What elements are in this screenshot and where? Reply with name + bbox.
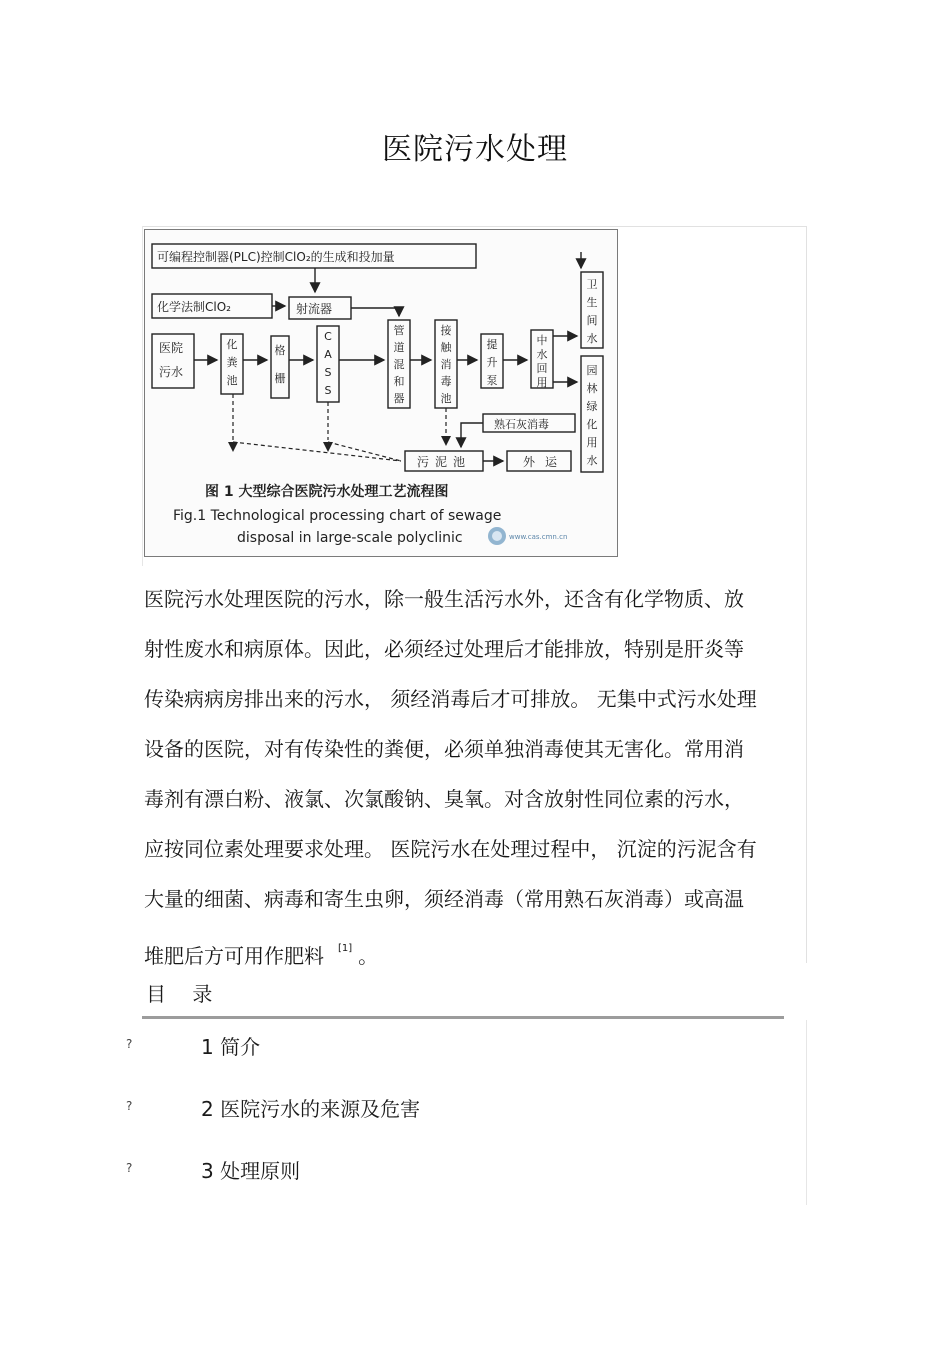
septic-char: 化 xyxy=(226,338,238,351)
end-mark: 。 xyxy=(358,944,379,968)
lift-char: 升 xyxy=(486,356,498,369)
green-char: 林 xyxy=(586,382,598,395)
source-text-1: 医院 xyxy=(159,341,184,355)
toilet-char: 生 xyxy=(586,296,598,309)
green-char: 化 xyxy=(586,418,598,431)
contact-char: 触 xyxy=(440,341,452,354)
toc-item-sources[interactable] xyxy=(126,1093,626,1123)
contact-char: 消 xyxy=(440,358,452,371)
body-line: 射性废水和病原体。因此，必须经过处理后才能排放，特别是肝炎等 xyxy=(144,637,744,661)
chem-text: 化学法制ClO₂ xyxy=(157,300,231,314)
toilet-char: 卫 xyxy=(586,278,598,291)
reuse-char: 回 xyxy=(536,362,548,375)
watermark-logo xyxy=(488,527,567,545)
green-char: 绿 xyxy=(586,400,598,413)
toc-bullet: ? xyxy=(126,1099,133,1113)
pipe-char: 管 xyxy=(393,324,405,337)
flow-diagram xyxy=(145,230,617,556)
toc-bullet: ? xyxy=(126,1037,133,1051)
pipe-char: 器 xyxy=(393,392,405,405)
toc-item-label[interactable]: 2 医院污水的来源及危害 xyxy=(201,1097,421,1121)
toc-bullet: ? xyxy=(126,1161,133,1175)
source-text-2: 污水 xyxy=(159,365,184,379)
contact-char: 接 xyxy=(440,324,452,337)
toc-heading: 目 录 xyxy=(146,982,223,1006)
grate-char: 栅 xyxy=(274,372,286,385)
septic-char: 池 xyxy=(226,374,238,387)
septic-char: 粪 xyxy=(226,356,238,369)
green-char: 用 xyxy=(586,436,598,449)
watermark-text: www.cas.cmn.cn xyxy=(509,533,568,541)
toilet-char: 水 xyxy=(586,332,598,345)
caption-en-2: disposal in large-scale polyclinic xyxy=(237,530,463,546)
green-char: 园 xyxy=(586,364,598,377)
body-line: 传染病病房排出来的污水， 须经消毒后才可排放。 无集中式污水处理 xyxy=(144,687,757,711)
body-line: 堆肥后方可用作肥料 xyxy=(144,944,324,968)
contact-char: 毒 xyxy=(440,375,452,388)
citation-link[interactable]: [1] xyxy=(338,943,353,954)
toc-item-principles[interactable] xyxy=(126,1155,626,1185)
contact-char: 池 xyxy=(440,392,452,405)
body-line: 应按同位素处理要求处理。 医院污水在处理过程中， 沉淀的污泥含有 xyxy=(144,837,757,861)
sludge-text: 污泥池 xyxy=(417,455,472,469)
caption-cn: 图 1 大型综合医院污水处理工艺流程图 xyxy=(205,484,449,500)
body-line: 医院污水处理医院的污水，除一般生活污水外，还含有化学物质、放 xyxy=(144,587,744,611)
cass-char: C xyxy=(324,330,332,343)
lime-text: 熟石灰消毒 xyxy=(494,418,549,431)
toc-frame-line xyxy=(806,1020,807,1205)
body-line: 毒剂有漂白粉、液氯、次氯酸钠、臭氧。对含放射性同位素的污水， xyxy=(144,787,744,811)
body-last-line xyxy=(144,924,804,981)
ejector-text: 射流器 xyxy=(296,302,333,316)
pipe-char: 和 xyxy=(393,375,405,388)
grate-char: 格 xyxy=(274,344,286,357)
pipe-char: 道 xyxy=(393,341,405,354)
toc-item-label[interactable]: 1 简介 xyxy=(201,1035,261,1059)
toc-divider xyxy=(142,1016,784,1019)
toilet-char: 间 xyxy=(586,314,598,327)
body-line: 设备的医院，对有传染性的粪便，必须单独消毒使其无害化。常用消 xyxy=(144,737,744,761)
reuse-char: 用 xyxy=(536,376,548,389)
caption-en-1: Fig.1 Technological processing chart of sewage xyxy=(173,508,502,524)
toc-item-label[interactable]: 3 处理原则 xyxy=(201,1159,301,1183)
lift-char: 提 xyxy=(486,338,498,351)
page-title: 医院污水处理 xyxy=(382,132,568,167)
green-char: 水 xyxy=(586,454,598,467)
cass-char: S xyxy=(324,384,332,397)
reuse-char: 中 xyxy=(536,334,548,347)
cass-char: S xyxy=(324,366,332,379)
frame-divider xyxy=(142,226,143,566)
cass-char: A xyxy=(324,348,332,361)
plc-text: 可编程控制器(PLC)控制ClO₂的生成和投加量 xyxy=(157,250,395,264)
article-body xyxy=(144,574,804,981)
process-flow-figure xyxy=(144,229,618,557)
outbound-text: 外运 xyxy=(523,455,568,469)
toc-item-intro[interactable] xyxy=(126,1031,626,1061)
pipe-char: 混 xyxy=(393,358,405,371)
lift-char: 泵 xyxy=(486,374,498,387)
body-line: 大量的细菌、病毒和寄生虫卵，须经消毒（常用熟石灰消毒）或高温 xyxy=(144,887,744,911)
reuse-char: 水 xyxy=(536,348,548,361)
